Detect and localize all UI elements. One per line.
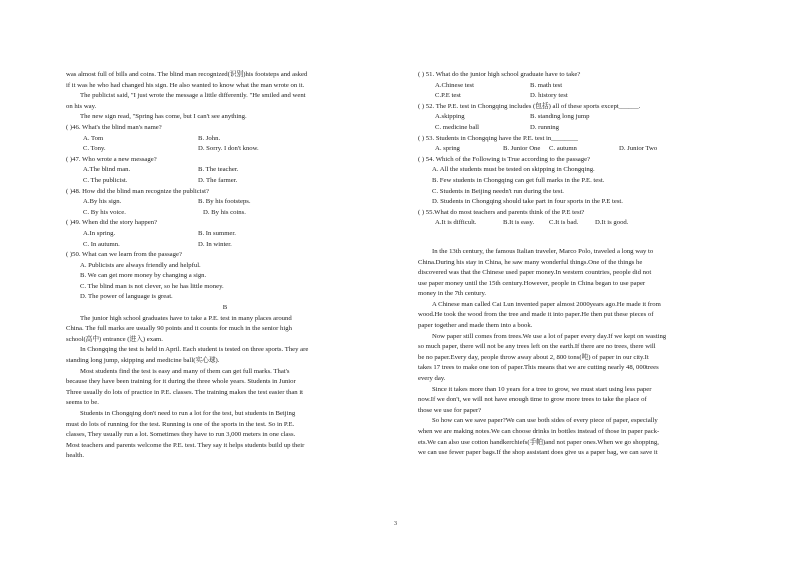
option-d[interactable]: D. Sorry. I don't know. xyxy=(198,145,259,153)
question-stem: ( )49. When did the story happen? xyxy=(66,219,158,227)
passage-c-line: so much paper, there will not be any trees left on the earth.If there are no trees, there will xyxy=(418,343,656,351)
passage-c-line: ets.We can also use cotton handkerchiefs(手帕)and not paper ones.When we go shopping, xyxy=(418,438,659,446)
option-c[interactable]: C. The blind man is not clever, so he has little money. xyxy=(80,282,224,290)
passage-c-line: China.During his stay in China, he saw many wonderful things.One of the things he xyxy=(418,258,643,266)
option-b[interactable]: B. Few students in Chongqing can get full marks in the P.E. test. xyxy=(432,176,605,184)
passage-a-line: The publicist said, "I just wrote the message a little differently. "He smiled and went xyxy=(80,92,306,100)
question-stem: ( ) 52. The P.E. test in Chongqing includes (包括) all of these sports except______. xyxy=(418,102,641,110)
option-c[interactable]: C. In autumn. xyxy=(83,240,120,248)
passage-a-line: The new sign read, "Spring has come, but I can't see anything. xyxy=(80,113,247,121)
option-a[interactable]: A.Chinese test xyxy=(435,81,475,89)
passage-c-line: we can use fewer paper bags.If the shop assistant does give us a paper bag, we can save it xyxy=(418,449,658,457)
option-d[interactable]: D. running xyxy=(530,123,559,131)
option-a[interactable]: A.skipping xyxy=(435,113,465,121)
passage-c xyxy=(418,247,730,459)
passage-b-line: must do lots of running for the test. Running is one of the sports in the test. So in P.E. xyxy=(66,420,295,428)
question-48 xyxy=(66,187,384,219)
left-column xyxy=(66,70,384,462)
option-c[interactable]: C. Tony. xyxy=(83,145,106,153)
passage-b-line: China. The full marks are usually 90 points and it counts for much in the senior high xyxy=(66,325,292,333)
option-b[interactable]: B. We can get more money by changing a sign. xyxy=(80,272,207,280)
passage-b-line: seems to be. xyxy=(66,399,99,407)
question-stem: ( )50. What can we learn from the passage? xyxy=(66,251,182,259)
passage-c-line: now.If we don't, we will not have enough time to grow more trees to take the place of xyxy=(418,396,647,404)
page-number: 3 xyxy=(394,521,397,527)
question-47 xyxy=(66,155,384,187)
option-c[interactable]: C.It is bad. xyxy=(549,219,579,227)
option-b[interactable]: B. standing long jump xyxy=(530,113,590,121)
passage-c-line: use paper money until the 15th century.However, people in China began to use paper xyxy=(418,279,646,287)
passage-c-line: money in the 7th century. xyxy=(418,290,487,298)
option-b[interactable]: B. The teacher. xyxy=(198,166,239,174)
passage-a-line: on his way. xyxy=(66,102,97,110)
option-d[interactable]: D. The farmer. xyxy=(198,176,238,184)
option-a[interactable]: A. Tom xyxy=(83,134,104,142)
passage-b-line: Most teachers and parents welcome the P.E. test. They say it helps students build up their xyxy=(66,441,305,449)
passage-b-line: because they have been training for it during the three whole years. Students in Junior xyxy=(66,378,296,386)
option-d[interactable]: D. By his coins. xyxy=(203,208,246,216)
option-c[interactable]: C. autumn xyxy=(549,145,577,153)
question-49 xyxy=(66,218,384,250)
question-52 xyxy=(418,102,730,134)
question-stem: ( ) 53. Students in Chongqing have the P.E. test in________ xyxy=(418,134,578,142)
option-a[interactable]: A.In spring. xyxy=(83,229,116,237)
section-heading-b: B xyxy=(222,304,228,312)
option-c[interactable]: C.P.E test xyxy=(435,92,461,100)
option-d[interactable]: D. history test xyxy=(530,92,568,100)
option-a[interactable]: A. spring xyxy=(435,145,460,153)
option-a[interactable]: A.The blind man. xyxy=(83,166,131,174)
passage-c-line: So how can we save paper?We can use both sides of every piece of paper, especially xyxy=(432,417,658,425)
right-column xyxy=(418,70,730,459)
question-stem: ( ) 55.What do most teachers and parents think of the P.E test? xyxy=(418,208,585,216)
passage-c-line: In the 13th century, the famous Italian traveler, Marco Polo, traveled a long way to xyxy=(432,247,654,255)
question-54 xyxy=(418,155,730,208)
passage-c-line: Since it takes more than 10 years for a tree to grow, we must start using less paper xyxy=(432,385,652,393)
passage-b-line: In Chongqing the test is held in April. Each student is tested on three sports. They are xyxy=(80,346,309,354)
question-stem: ( )47. Who wrote a new message? xyxy=(66,155,157,163)
passage-c-line: takes 17 trees to make one ton of paper.This means that we are cutting nearly 48, 000trees xyxy=(418,364,659,372)
option-d[interactable]: D.It is good. xyxy=(595,219,629,227)
passage-c-line: every day. xyxy=(418,375,446,383)
option-b[interactable]: B. Junior One xyxy=(503,145,541,153)
question-stem: ( ) 51. What do the junior high school graduate have to take? xyxy=(418,71,581,78)
passage-b-line: The junior high school graduates have to take a P.E. test in many places around xyxy=(80,314,292,322)
passage-c-line: be no paper.Every day, people throw away about 2, 800 tons(吨) of paper in our city.It xyxy=(418,353,649,361)
passage-b-line: standing long jump, skipping and medicine ball(实心球). xyxy=(66,357,220,365)
passage-b-line: classes, They usually run a lot. Sometimes they have to run 3,000 meters in one class. xyxy=(66,431,296,439)
option-d[interactable]: D. The power of language is great. xyxy=(80,293,173,301)
option-b[interactable]: B.It is easy. xyxy=(503,219,535,227)
passage-c-line: paper together and made them into a book. xyxy=(418,322,533,330)
option-b[interactable]: B. John. xyxy=(198,134,221,142)
option-a[interactable]: A.It is difficult. xyxy=(435,219,477,227)
passage-c-line: those we use for paper? xyxy=(418,406,482,414)
option-b[interactable]: B. By his footsteps. xyxy=(198,198,251,206)
passage-b-line: health. xyxy=(66,452,85,460)
question-51 xyxy=(418,70,730,102)
question-stem: ( )46. What's the blind man's name? xyxy=(66,123,162,131)
option-c[interactable]: C. By his voice. xyxy=(83,208,126,216)
passage-c-line: wood.He took the wood from the tree and made it into paper.He then put these pieces of xyxy=(418,311,654,319)
passage-b-line: Most students find the test is easy and many of them can get full marks. That's xyxy=(80,367,290,375)
passage-c-line: discovered was that the Chinese used paper money.In western countries, people did not xyxy=(418,269,652,277)
question-stem: ( )48. How did the blind man recognize the publicist? xyxy=(66,187,210,195)
passage-a-line: was almost full of bills and coins. The blind man recognized(识别)his footsteps and asked xyxy=(66,71,308,78)
option-c[interactable]: C. The publicist. xyxy=(83,176,128,184)
option-a[interactable]: A. Publicists are always friendly and helpful. xyxy=(80,261,201,269)
option-a[interactable]: A.By his sign. xyxy=(83,198,122,206)
option-d[interactable]: D. Junior Two xyxy=(619,145,658,153)
option-a[interactable]: A. All the students must be tested on skipping in Chongqing. xyxy=(432,166,595,174)
question-50 xyxy=(66,250,384,303)
passage-c-line: Now paper still comes from trees.We use a lot of paper every day.If we kept on wasting xyxy=(432,332,667,340)
passage-b-line: Students in Chongqing don't need to run a lot for the test, but students in Beijing xyxy=(80,410,296,417)
option-b[interactable]: B. math test xyxy=(530,81,563,89)
passage-c-line: A Chinese man called Cai Lun invented paper almost 2000years ago.He made it from xyxy=(432,300,661,308)
question-53 xyxy=(418,134,730,155)
option-b[interactable]: B. In summer. xyxy=(198,229,236,237)
passage-a-line: if it was he who had changed his sign. He also wanted to know what the man wrote on it. xyxy=(66,81,305,89)
question-46 xyxy=(66,123,384,155)
passage-b-line: Three usually do lots of practice in P.E. classes. The training makes the test easier than it xyxy=(66,388,304,396)
question-55 xyxy=(418,208,730,229)
passage-b-line: school(高中) entrance (进入) exam. xyxy=(66,335,163,343)
question-stem: ( ) 54. Which of the Following is True according to the passage? xyxy=(418,155,591,163)
option-d[interactable]: D. In winter. xyxy=(198,240,232,248)
passage-c-line: when we are making notes.We can choose drinks in bottles instead of those in paper pack- xyxy=(418,428,660,435)
option-c[interactable]: C. medicine ball xyxy=(435,123,480,131)
option-c[interactable]: C. Students in Beijing needn't run during the test. xyxy=(432,187,564,195)
option-d[interactable]: D. Students in Chongqing should take part in four sports in the P.E test. xyxy=(432,198,623,206)
